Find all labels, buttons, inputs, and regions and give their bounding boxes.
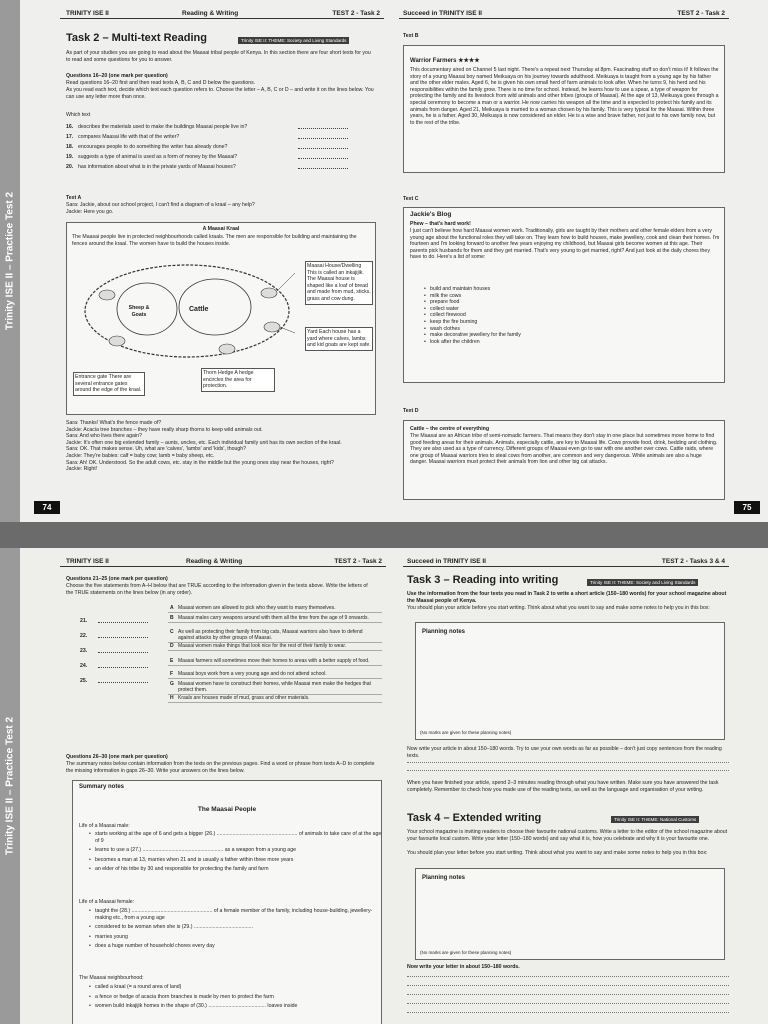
question-number: 17. [66,134,74,140]
statement-letter: D [170,643,174,649]
text-b-title: Warrior Farmers ★★★★ [410,58,480,64]
yard-callout: Yard Each house has a yard where calves, lambs and kid goats are kept safe. [305,327,373,351]
header-right: TEST 2 - Tasks 3 & 4 [661,558,725,565]
writing-line[interactable] [407,994,729,995]
question-number: 20. [66,164,74,170]
summary-item: • marries young [95,934,383,941]
statement-d [168,642,382,651]
page-77 [393,548,768,1024]
task4-title: Task 4 – Extended writing [407,812,542,824]
text-d-label: Text D [403,408,419,414]
statement-text: As well as protecting their family from big cats, Maasai warriors also have to defend against attacks by other groups of Maasai. [178,629,363,641]
task3-now: Now write your article in about 150–180 words. Try to use your own words as far as possible – don't just copy sentences from the reading texts. [407,746,722,759]
statement-text: Maasai males carry weapons around with them all the time from the age of 9 onwards. [178,615,369,621]
chore-item: • prepare food [430,299,630,306]
task3-tag: Trinity ISE II: THEME: Society and Living Standards [587,579,698,586]
header-mid: Reading & Writing [186,558,243,565]
page-75 [393,0,768,522]
neigh-heading: The Maasai neighbourhood: [79,975,144,981]
male-list [95,831,383,876]
gate-callout: Entrance gate There are several entrance gates around the edge of the kraal. [73,372,145,396]
chore-item: • milk the cows [430,293,630,300]
question-text: suggests a type of animal is used as a form of money by the Maasai? [78,154,238,160]
page-number: 75 [734,501,760,514]
writing-line[interactable] [407,770,729,771]
answer-line[interactable] [298,148,348,149]
answer-line[interactable] [98,637,148,638]
statement-b [168,614,382,623]
text-c-box [403,207,725,383]
hedge-callout: Thorn Hedge A hedge encircles the area for protection. [201,368,275,392]
kraal-diagram [66,222,376,415]
answer-number: 23. [80,648,88,654]
chore-item: • collect firewood [430,312,630,319]
text-d-title: Cattle – the centre of everything [410,426,489,432]
header-right: TEST 2 - Task 2 [332,10,380,17]
task4-instr: Your school magazine is inviting readers to choose their favourite national customs. Write a letter to the editor of the school magazine about your favourite local custom. Write your letter (150–180 words) and say what it is, how you celebrate and why it is your favourite one. [407,829,728,842]
questions-instr-1: Read questions 16–20 first and then read texts A, B, C and D below the questions. [66,80,256,86]
task-title: Task 2 – Multi-text Reading [66,32,207,44]
q26-heading: Questions 26–30 (one mark per question) [66,754,168,760]
blog-body: I just can't believe how hard Maasai women work. Traditionally, girls are taught by their mothers and other female elders from a very young age about the functional roles they will take on. They learn how to build houses, make jewellery, cook and clean their homes. I'm fourteen and I'm looking forward to another few years enjoying my childhood, but Maasai girls become women at this age. Their parents pick husbands for them and they get married. That's very young to get married, right? And just look at the daily chores they have to do. Here's a list of some: [410,228,720,261]
page-74 [0,0,393,522]
answer-line[interactable] [298,158,348,159]
male-heading: Life of a Maasai male: [79,823,130,829]
chore-item: • collect water [430,306,630,313]
female-list [95,908,383,953]
house-callout: Maasai House/Dwelling This is called an inkajijik. The Maasai house is shaped like a loaf of bread and made from mud, sticks, grass and cow dung. [305,261,373,305]
sheep-goats-label: Sheep & Goats [128,305,150,318]
neigh-list [95,984,383,1013]
question-text: has information about what is in the private yards of Maasai houses? [78,164,236,170]
statement-h [168,694,382,703]
statement-e [168,657,382,666]
answer-line[interactable] [98,667,148,668]
chore-item: • wash clothes [430,326,630,333]
dialogue-line: Jackie: They're babies: calf = baby cow; lamb = baby sheep, etc. [66,452,215,459]
dialogue-line: Jackie: It's often one big extended family – aunts, uncles, etc. Each individual family unit has its own section of the kraal. [66,439,342,446]
which-text: Which text [66,112,91,118]
question-number: 18. [66,144,74,150]
statement-text: Maasai women make things that look nice for the rest of their family to wear. [178,643,347,649]
statement-letter: G [170,681,174,687]
side-band [0,548,20,1024]
task4-now: Now write your letter in about 150–180 words. [407,964,520,970]
statement-text: Maasai women are allowed to pick who they want to marry themselves. [178,605,336,611]
page-76 [0,548,393,1024]
statement-letter: C [170,629,174,635]
summary-box [72,780,382,1024]
task4-planning-box[interactable] [415,868,725,960]
writing-line[interactable] [407,762,729,763]
chore-item: • look after the children [430,339,630,346]
text-d-body: The Maasai are an African tribe of semi-nomadic farmers. That means they don't stay in one place but sometimes move home to find good feeding areas for their animals. Animals, especially cattle, are key to Maasai life. Cows provide food, drink, bedding and clothing. They are also used as a type of currency. Different groups of Maasai even go to war with one another over cows. Cattle raids, where one group of Maasai warriors tries to steal cows from another, are common and very dangerous. While animals are also a huge danger. Maasai warriors must protect their animals from lion and other big cat attacks. [410,433,718,466]
dialogue [66,420,376,473]
question-number: 19. [66,154,74,160]
questions-instr-2: As you read each text, decide which text each question refers to. Choose the letter – A, B, C or D – and write it on the lines below. You can use any letter more than once. [66,87,374,100]
text-d-box [403,420,725,500]
statement-text: Kraals are houses made of mud, grass and other materials. [178,695,310,701]
statement-letter: B [170,615,174,621]
header-right: TEST 2 - Task 2 [334,558,382,565]
chores-list [430,286,630,345]
task3-planning-box[interactable] [415,622,725,740]
question-text: encourages people to do something the writer has already done? [78,144,228,150]
blog-title: Jackie's Blog [410,211,452,218]
sara-line: Sara: Jackie, about our school project, I can't find a diagram of a kraal – any help? [66,202,255,208]
task4-tag: Trinity ISE II: THEME: National Customs [611,816,699,823]
dialogue-line: Sara: OK. That makes sense. Uh, what are 'calves', 'lambs' and 'kids', though? [66,446,247,453]
answer-line[interactable] [298,138,348,139]
summary-item: • a fence or hedge of acacia thorn branches is made by men to protect the farm [95,994,383,1001]
kraal-drawing [77,255,297,385]
blog-subtitle: Phew – that's hard work! [410,221,471,227]
no-marks-note-2: (No marks are given for these planning notes) [420,950,512,956]
summary-item: • taught the (28.) ........................................................ of a female member of the family, including house-building, jewellery-making etc., from a young age [95,908,383,921]
task3-after: When you have finished your article, spend 2–3 minutes reading through what you have written. Make sure you have answered the task completely. Remember to check how you made use of the reading texts, as well as the language and organisation of your writing. [407,780,719,793]
statement-letter: H [170,695,174,701]
dialogue-line: Sara: And who lives there again? [66,433,142,440]
q21-heading: Questions 21–25 (one mark per question) [66,576,168,582]
header-left: TRINITY ISE II [66,10,109,17]
question-text: describes the materials used to make the buildings Maasai people live in? [78,124,248,130]
task3-title: Task 3 – Reading into writing [407,574,559,586]
writing-line[interactable] [407,985,729,986]
statement-text: Maasai farmers will sometimes move their homes to areas with a better supply of food. [178,658,370,664]
statement-letter: E [170,658,174,664]
text-b-label: Text B [403,33,419,39]
writing-line[interactable] [407,976,729,977]
summary-item: • becomes a man at 13, marries when 21 and is usually a father within three more years [95,857,383,864]
diagram-desc: The Maasai people live in protected neighbourhoods called kraals. The men are responsible for building and maintaining the fences around the kraal. The women have to build the houses inside. [72,234,357,247]
task4-instr-2: You should plan your letter before you start writing. Think about what you want to say and make some notes to help you in this box: [407,850,708,856]
statement-letter: F [170,671,174,677]
answer-line[interactable] [98,652,148,653]
statement-c [168,628,382,643]
header-left: Succeed in TRINITY ISE II [407,558,486,565]
answer-line[interactable] [298,168,348,169]
summary-item: • called a kraal (= a round area of land) [95,984,383,991]
text-c-label: Text C [403,196,419,202]
dialogue-line: Jackie: Right! [66,466,98,473]
writing-line[interactable] [407,1012,729,1013]
text-b-box [403,45,725,173]
task3-instr-2: You should plan your article before you start writing. Think about what you want to say and make some notes to help you in this box: [407,605,710,611]
jackie-line: Jackie: Here you go. [66,209,114,215]
page-header [403,556,729,567]
summary-item: • considered to be woman when she is (29.) ......................................... [95,924,383,931]
header-left: Succeed in TRINITY ISE II [403,10,482,17]
side-band-label: Trinity ISE II – Practice Test 2 [4,191,16,331]
summary-title: The Maasai People [197,806,257,813]
question-number: 16. [66,124,74,130]
header-right: TEST 2 - Task 2 [677,10,725,17]
statement-letter: A [170,605,174,611]
writing-line[interactable] [407,1003,729,1004]
statement-text: Maasai boys work from a very young age and do not attend school. [178,671,327,677]
summary-item: • learns to use a (27.) ........................................................ as a weapon from a young age [95,847,383,854]
summary-item: • does a huge number of household chores every day [95,943,383,950]
side-band-label: Trinity ISE II – Practice Test 2 [4,716,16,856]
q26-instr: The summary notes below contain information from the texts on the previous pages. Find a word or phrase from texts A–D to complete the missing information in gaps 26–30. Write your answers on the lines below. [66,761,375,774]
page-header [60,556,386,567]
dialogue-line: Sara: Thanks! What's the fence made of? [66,420,162,426]
summary-item: • women build inkajijik homes in the shape of (30.) ........................................ loaves inside [95,1003,383,1010]
statement-a [168,604,382,613]
text-a-label: Text A [66,195,82,201]
statement-text: Maasai women have to construct their homes, while Maasai men make the hedges that protect them. [178,681,371,693]
side-band [0,0,20,522]
statement-f [168,670,382,679]
female-heading: Life of a Maasai female: [79,899,135,905]
questions-heading: Questions 16–20 (one mark per question) [66,73,168,79]
answer-number: 24. [80,663,88,669]
theme-tag: Trinity ISE II: THEME: Society and Living Standards [238,37,349,44]
summary-label: Summary notes [79,784,125,790]
text-b-body: This documentary aired on Channel 5 last night. There's a repeat next Thursday at 8pm. Fascinating stuff so don't miss it! It follows the story of a young Maasai boy named Meikuaya on his journey towards adulthood. Meikuaya is taught from a young age by his father and the other elder males. Aged 6, he is given his own small herd of farm animals to look after. When he turns 9, his herd and his responsibilities within the family grow. There is no time for school. Instead, he learns how to use a spear, a type of weapon for protecting the family and its livestock from wild animals and other tribes (groups of Maasai). At the age of 13, Meikuaya goes through a special ceremony to become a man or a warrior. He now carries his weapon all the time and is expected to protect his family and its animals from danger. Aged 21, Meikuaya is married to a woman chosen by his family. This is very typical for the Maasai. Within three years, he is a father. Aged 30, Meikuaya is now considered an elder. He is a wise and brave father, not just to his own family now, but to the rest of the tribe. [410,67,719,126]
answer-line[interactable] [98,622,148,623]
summary-item: • starts working at the age of 6 and gets a bigger (26.) ........................................................ of animals to take care of at the age of 9 [95,831,383,844]
answer-number: 21. [80,618,88,624]
diagram-title: A Maasai Kraal [202,226,240,232]
task3-instr: Use the information from the four texts you read in Task 2 to write a short article (150–180 words) for your school magazine about the Maasai people of Kenya. [407,591,727,604]
cattle-label: Cattle [189,306,209,313]
dialogue-line: Sara: Ah! OK. Understood. So the adult cows, etc. stay in the middle but the young ones stay near the houses, right? [66,459,334,466]
statement-g [168,680,382,695]
page-header [399,8,729,19]
no-marks-note: (No marks are given for these planning notes) [420,730,512,736]
answer-number: 22. [80,633,88,639]
q21-instr: Choose the five statements from A–H below that are TRUE according to the information given in the texts above. Write the letters of the TRUE statements on the lines below (in any order). [66,583,368,596]
planning-label: Planning notes [422,629,466,635]
chore-item: • make decorative jewellery for the family [430,332,630,339]
chore-item: • build and maintain houses [430,286,630,293]
answer-line[interactable] [98,682,148,683]
question-text: compares Maasai life with that of the writer? [78,134,180,140]
chore-item: • keep the fire burning [430,319,630,326]
header-mid: Reading & Writing [182,10,239,17]
answer-line[interactable] [298,128,348,129]
page-number: 74 [34,501,60,514]
planning-label-2: Planning notes [422,875,466,881]
page-header [60,8,384,19]
answer-number: 25. [80,678,88,684]
summary-item: • an elder of his tribe by 30 and responsible for protecting the family and farm [95,866,383,873]
intro-text: As part of your studies you are going to read about the Maasai tribal people of Kenya. In this section there are four short texts for you to read and some questions for you to answer. [66,50,371,63]
dialogue-line: Jackie: Acacia tree branches – they have really sharp thorns to keep wild animals out. [66,426,263,433]
header-left: TRINITY ISE II [66,558,109,565]
